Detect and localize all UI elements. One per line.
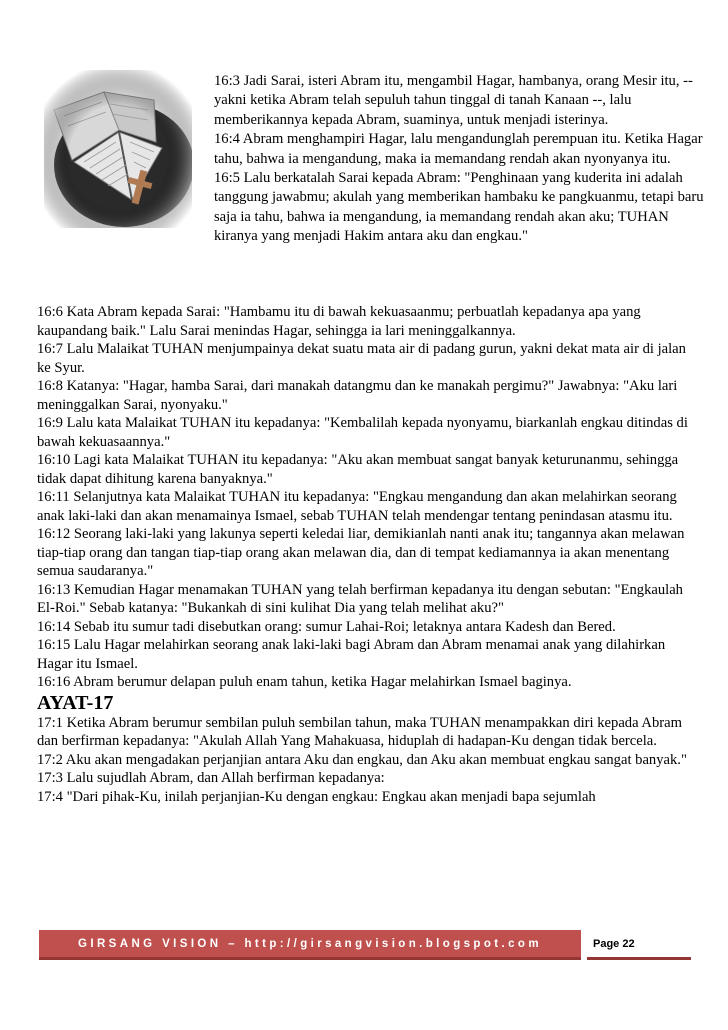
main-passage	[37, 303, 697, 806]
verse-16-4: 16:4 Abram menghampiri Hagar, lalu mengandunglah perempuan itu. Ketika Hagar tahu, bahwa ia mengandung, maka ia memandang rendah akan nyonyanya itu.	[214, 131, 703, 167]
verse-16-7: 16:7 Lalu Malaikat TUHAN menjumpainya dekat suatu mata air di padang gurun, yakni dekat mata air di jalan ke Syur.	[37, 341, 686, 376]
verse-17-3: 17:3 Lalu sujudlah Abram, dan Allah berfirman kepadanya:	[37, 770, 385, 786]
page-number: Page 22	[587, 930, 691, 960]
verse-16-14: 16:14 Sebab itu sumur tadi disebutkan orang: sumur Lahai-Roi; letaknya antara Kadesh dan Bered.	[37, 618, 616, 635]
verse-16-8: 16:8 Katanya: "Hagar, hamba Sarai, dari manakah datangmu dan ke manakah pergimu?" Jawabnya: "Aku lari meninggalkan Sarai, nyonyaku."	[37, 378, 678, 413]
open-bible-cross-icon	[44, 70, 192, 228]
verse-17-4: 17:4 "Dari pihak-Ku, inilah perjanjian-Ku dengan engkau: Engkau akan menjadi bapa sejumlah	[37, 788, 596, 805]
verse-16-15: 16:15 Lalu Hagar melahirkan seorang anak laki-laki bagi Abram dan Abram menamai anak yang dilahirkan Hagar itu Ismael.	[37, 637, 666, 672]
verse-16-3: 16:3 Jadi Sarai, isteri Abram itu, mengambil Hagar, hambanya, orang Mesir itu, -- yakni ketika Abram telah sepuluh tahun tinggal di tanah Kanaan --, lalu memberikannya kepada Abram, suaminya, untuk menjadi isterinya.	[214, 73, 693, 128]
verse-17-1: 17:1 Ketika Abram berumur sembilan puluh sembilan tahun, maka TUHAN menampakkan diri kepada Abram dan berfirman kepadanya: "Akulah Allah Yang Mahakuasa, hiduplah di hadapan-Ku dengan tidak bercela.	[37, 714, 682, 749]
verse-17-2: 17:2 Aku akan mengadakan perjanjian antara Aku dan engkau, dan Aku akan membuat engkau sangat banyak."	[37, 751, 687, 768]
intro-passage	[214, 72, 704, 247]
page-footer	[39, 930, 691, 960]
verse-16-11: 16:11 Selanjutnya kata Malaikat TUHAN itu kepadanya: "Engkau mengandung dan akan melahirkan seorang anak laki-laki dan akan menamainya Ismael, sebab TUHAN telah mendengar tentang penindasan atasmu itu.	[37, 489, 677, 524]
footer-site-text: GIRSANG VISION – http://girsangvision.blogspot.com	[39, 930, 581, 960]
verse-16-16: 16:16 Abram berumur delapan puluh enam tahun, ketika Hagar melahirkan Ismael baginya.	[37, 674, 572, 690]
verse-16-12: 16:12 Seorang laki-laki yang lakunya seperti keledai liar, demikianlah nanti anak itu; tangannya akan melawan tiap-tiap orang dan tangan tiap-tiap orang akan melawan dia, dan di tempat kediamannya ia akan menentang semua saudaranya."	[37, 526, 685, 579]
verse-16-5: 16:5 Lalu berkatalah Sarai kepada Abram: "Penghinaan yang kuderita ini adalah tanggung jawabmu; akulah yang memberikan hambaku ke pangkuanmu, tetapi baru saja ia tahu, bahwa ia mengandung, ia memandang rendah akan aku; TUHAN kiranya yang menjadi Hakim antara aku dan engkau."	[214, 170, 704, 245]
verse-16-6: 16:6 Kata Abram kepada Sarai: "Hambamu itu di bawah kekuasaanmu; perbuatlah kepadanya apa yang kaupandang baik." Lalu Sarai menindas Hagar, sehingga ia lari meninggalkannya.	[37, 304, 641, 339]
verse-16-9: 16:9 Lalu kata Malaikat TUHAN itu kepadanya: "Kembalilah kepada nyonyamu, biarkanlah engkau ditindas di bawah kekuasaannya."	[37, 415, 688, 450]
verse-16-10: 16:10 Lagi kata Malaikat TUHAN itu kepadanya: "Aku akan membuat sangat banyak keturunanmu, sehingga tidak dapat dihitung karena banyaknya."	[37, 452, 679, 487]
section-heading: AYAT-17	[37, 691, 114, 714]
verse-16-13: 16:13 Kemudian Hagar menamakan TUHAN yang telah berfirman kepadanya itu dengan sebutan: "Engkaulah El-Roi." Sebab katanya: "Bukankah di sini kulihat Dia yang telah melihat aku?"	[37, 581, 683, 616]
